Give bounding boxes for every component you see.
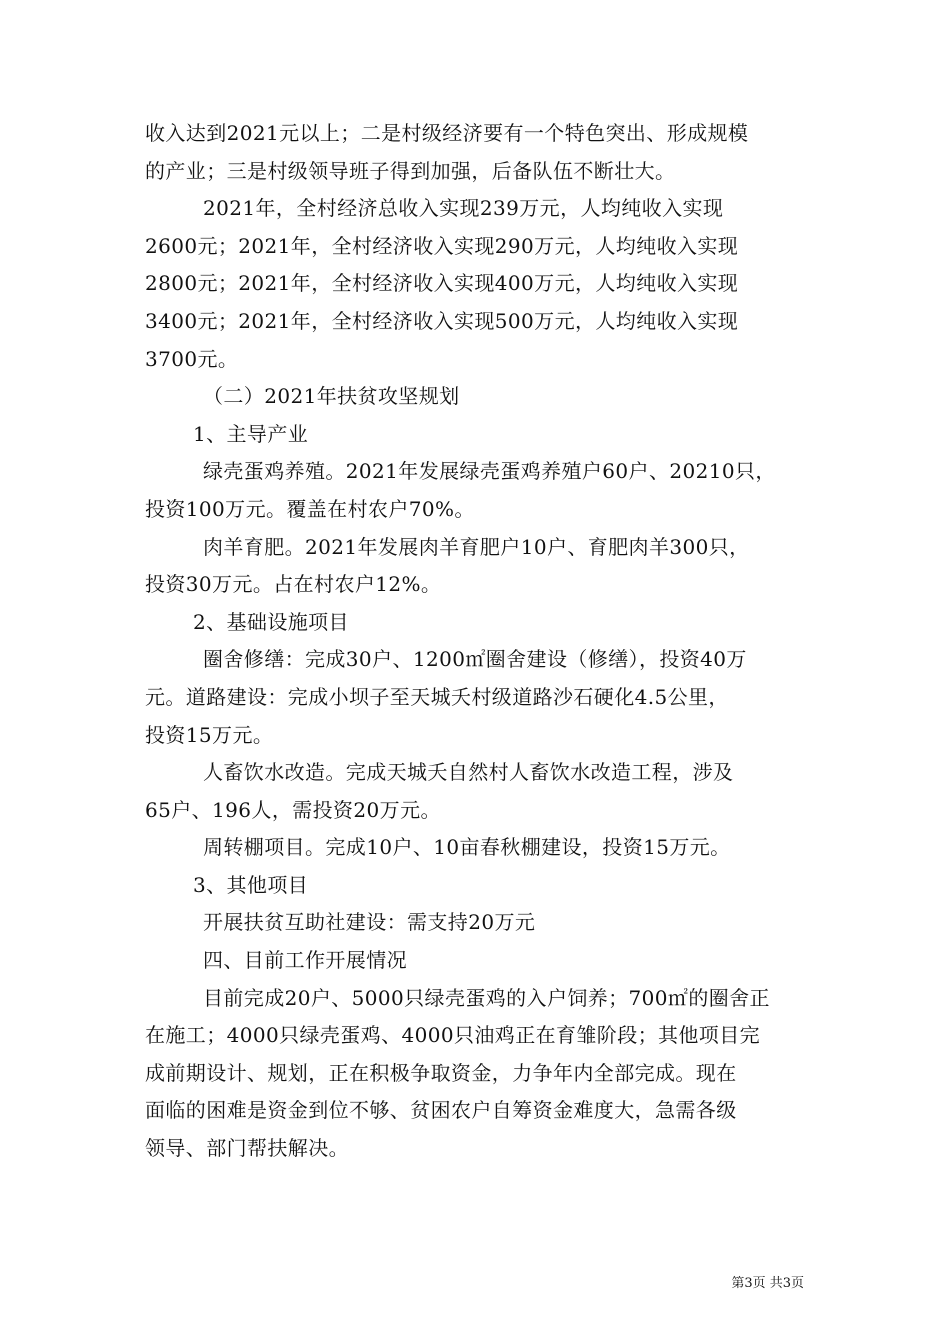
text-line: 人畜饮水改造。完成天城夭自然村人畜饮水改造工程，涉及 (203, 760, 734, 785)
text-line: 65户、196人，需投资20万元。 (145, 797, 441, 822)
text-line: 收入达到2021元以上；二是村级经济要有一个特色突出、形成规模 (145, 121, 749, 145)
page-number: 第3页 共3页 (731, 1276, 804, 1291)
text-line: 投资15万元。 (145, 722, 274, 747)
text-line: 成前期设计、规划，正在积极争取资金，力争年内全部完成。现在 (145, 1060, 737, 1085)
text-line: 目前完成20户、5000只绿壳蛋鸡的入户饲养；700㎡的圈舍正 (203, 985, 770, 1010)
subsection-heading: 3、其他项目 (193, 872, 309, 897)
subsection-heading: 2、基础设施项目 (193, 609, 349, 634)
section-heading: 四、目前工作开展情况 (203, 948, 407, 973)
text-line: 3400元；2021年，全村经济收入实现500万元，人均纯收入实现 (145, 308, 739, 333)
text-line: 领导、部门帮扶解决。 (145, 1136, 349, 1161)
subsection-heading: 1、主导产业 (193, 421, 309, 446)
text-line: 投资100万元。覆盖在村农户70%。 (145, 496, 475, 521)
text-line: 2800元；2021年，全村经济收入实现400万元，人均纯收入实现 (145, 271, 739, 296)
section-heading: （二）2021年扶贫攻坚规划 (203, 384, 460, 409)
text-line: 投资30万元。占在村农户12%。 (145, 572, 442, 597)
text-line: 2600元；2021年，全村经济收入实现290万元，人均纯收入实现 (145, 233, 739, 258)
text-line: 圈舍修缮：完成30户、1200㎡圈舍建设（修缮），投资40万 (203, 647, 747, 672)
text-line: 开展扶贫互助社建设：需支持20万元 (203, 910, 536, 935)
text-line: 周转棚项目。完成10户、10亩春秋棚建设，投资15万元。 (203, 835, 731, 860)
document-body (145, 115, 815, 1168)
text-line: 的产业；三是村级领导班子得到加强，后备队伍不断壮大。 (145, 158, 676, 183)
text-line: 在施工；4000只绿壳蛋鸡、4000只油鸡正在育雏阶段；其他项目完 (145, 1023, 760, 1048)
text-line: 元。道路建设：完成小坝子至天城夭村级道路沙石硬化4.5公里， (145, 684, 729, 709)
text-line: 3700元。 (145, 346, 239, 371)
text-line: 肉羊育肥。2021年发展肉羊育肥户10户、育肥肉羊300只， (203, 534, 750, 559)
text-line: 绿壳蛋鸡养殖。2021年发展绿壳蛋鸡养殖户60户、20210只， (203, 459, 776, 484)
text-line: 面临的困难是资金到位不够、贫困农户自筹资金难度大，急需各级 (145, 1098, 737, 1123)
text-line: 2021年，全村经济总收入实现239万元，人均纯收入实现 (203, 196, 724, 221)
